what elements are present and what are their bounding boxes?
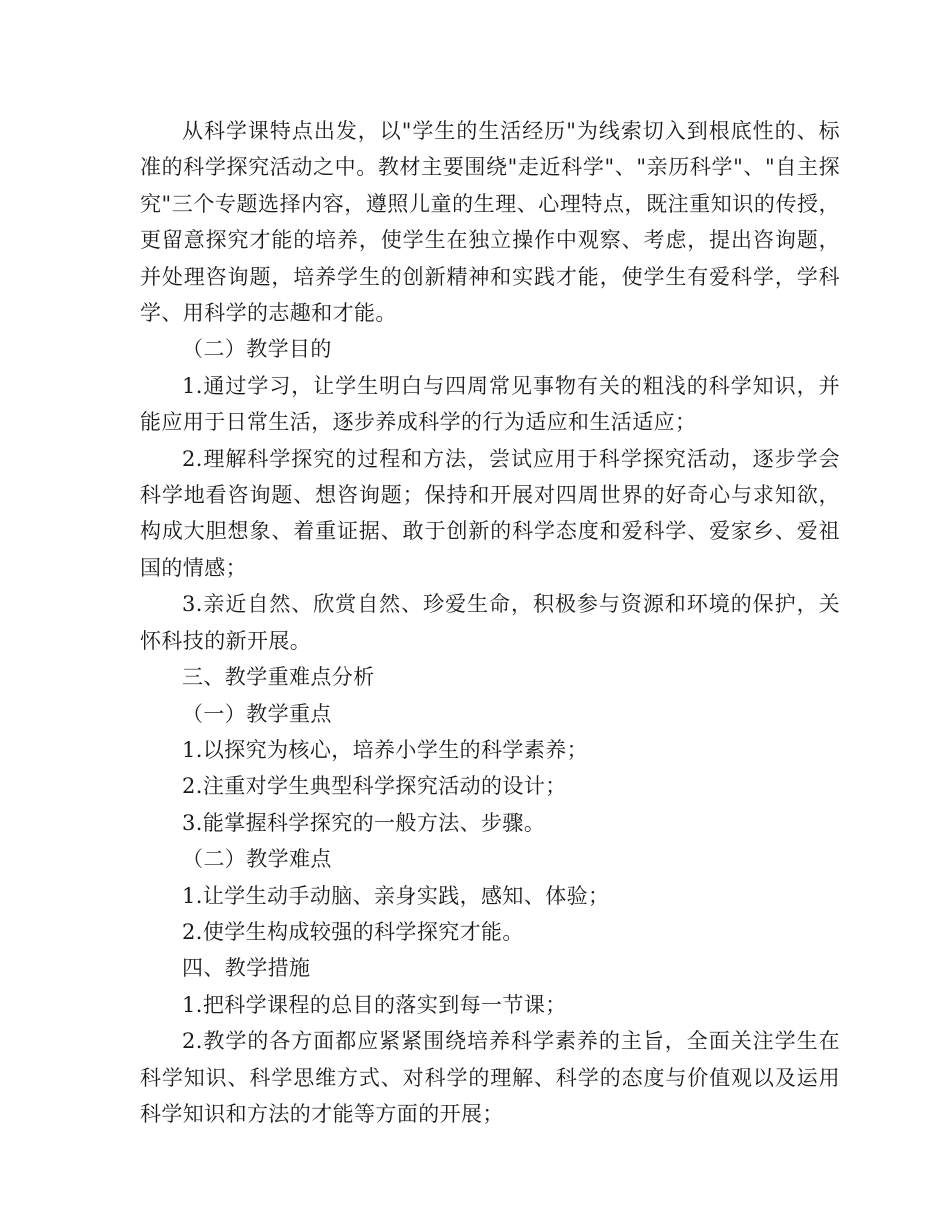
paragraph-measure-1: 1.把科学课程的总目的落实到每一节课； [182, 992, 567, 1017]
paragraph-key-point-1: 1.以探究为核心，培养小学生的科学素养； [182, 737, 589, 762]
paragraph-difficult-point-2: 2.使学生构成较强的科学探究才能。 [182, 919, 524, 944]
heading-key-difficult-points: 三、教学重难点分析 [182, 665, 375, 690]
paragraph-goal-1: 1.通过学习，让学生明白与四周常见事物有关的粗浅的科学知识，并能应用于日常生活，逐步养成科学的行为适应和生活适应； [140, 373, 840, 435]
heading-difficult-points: （二）教学难点 [182, 847, 332, 872]
heading-teaching-goals: （二）教学目的 [182, 337, 332, 362]
paragraph-difficult-point-1: 1.让学生动手动脑、亲身实践，感知、体验； [182, 883, 610, 908]
document-body [140, 113, 840, 1132]
paragraph-goal-2: 2.理解科学探究的过程和方法，尝试应用于科学探究活动，逐步学会科学地看咨询题、想咨询题；保持和开展对四周世界的好奇心与求知欲，构成大胆想象、着重证据、敢于创新的科学态度和爱科学、爱家乡、爱祖国的情感； [140, 446, 840, 580]
paragraph-key-point-3: 3.能掌握科学探究的一般方法、步骤。 [182, 810, 546, 835]
paragraph-goal-3: 3.亲近自然、欣赏自然、珍爱生命，积极参与资源和环境的保护，关怀科技的新开展。 [140, 592, 840, 653]
heading-teaching-measures: 四、教学措施 [182, 956, 311, 981]
heading-key-points: （一）教学重点 [182, 701, 332, 726]
paragraph-key-point-2: 2.注重对学生典型科学探究活动的设计； [182, 774, 567, 799]
paragraph-intro: 从科学课特点出发，以"学生的生活经历"为线索切入到根底性的、标准的科学探究活动之中。教材主要围绕"走近科学"、"亲历科学"、"自主探究"三个专题选择内容，遵照儿童的生理、心理特点，既注重知识的传授，更留意探究才能的培养，使学生在独立操作中观察、考虑，提出咨询题，并处理咨询题，培养学生的创新精神和实践才能，使学生有爱科学，学科学、用科学的志趣和才能。 [140, 119, 840, 326]
paragraph-measure-2: 2.教学的各方面都应紧紧围绕培养科学素养的主旨，全面关注学生在科学知识、科学思维方式、对科学的理解、科学的态度与价值观以及运用科学知识和方法的才能等方面的开展； [140, 1029, 840, 1126]
